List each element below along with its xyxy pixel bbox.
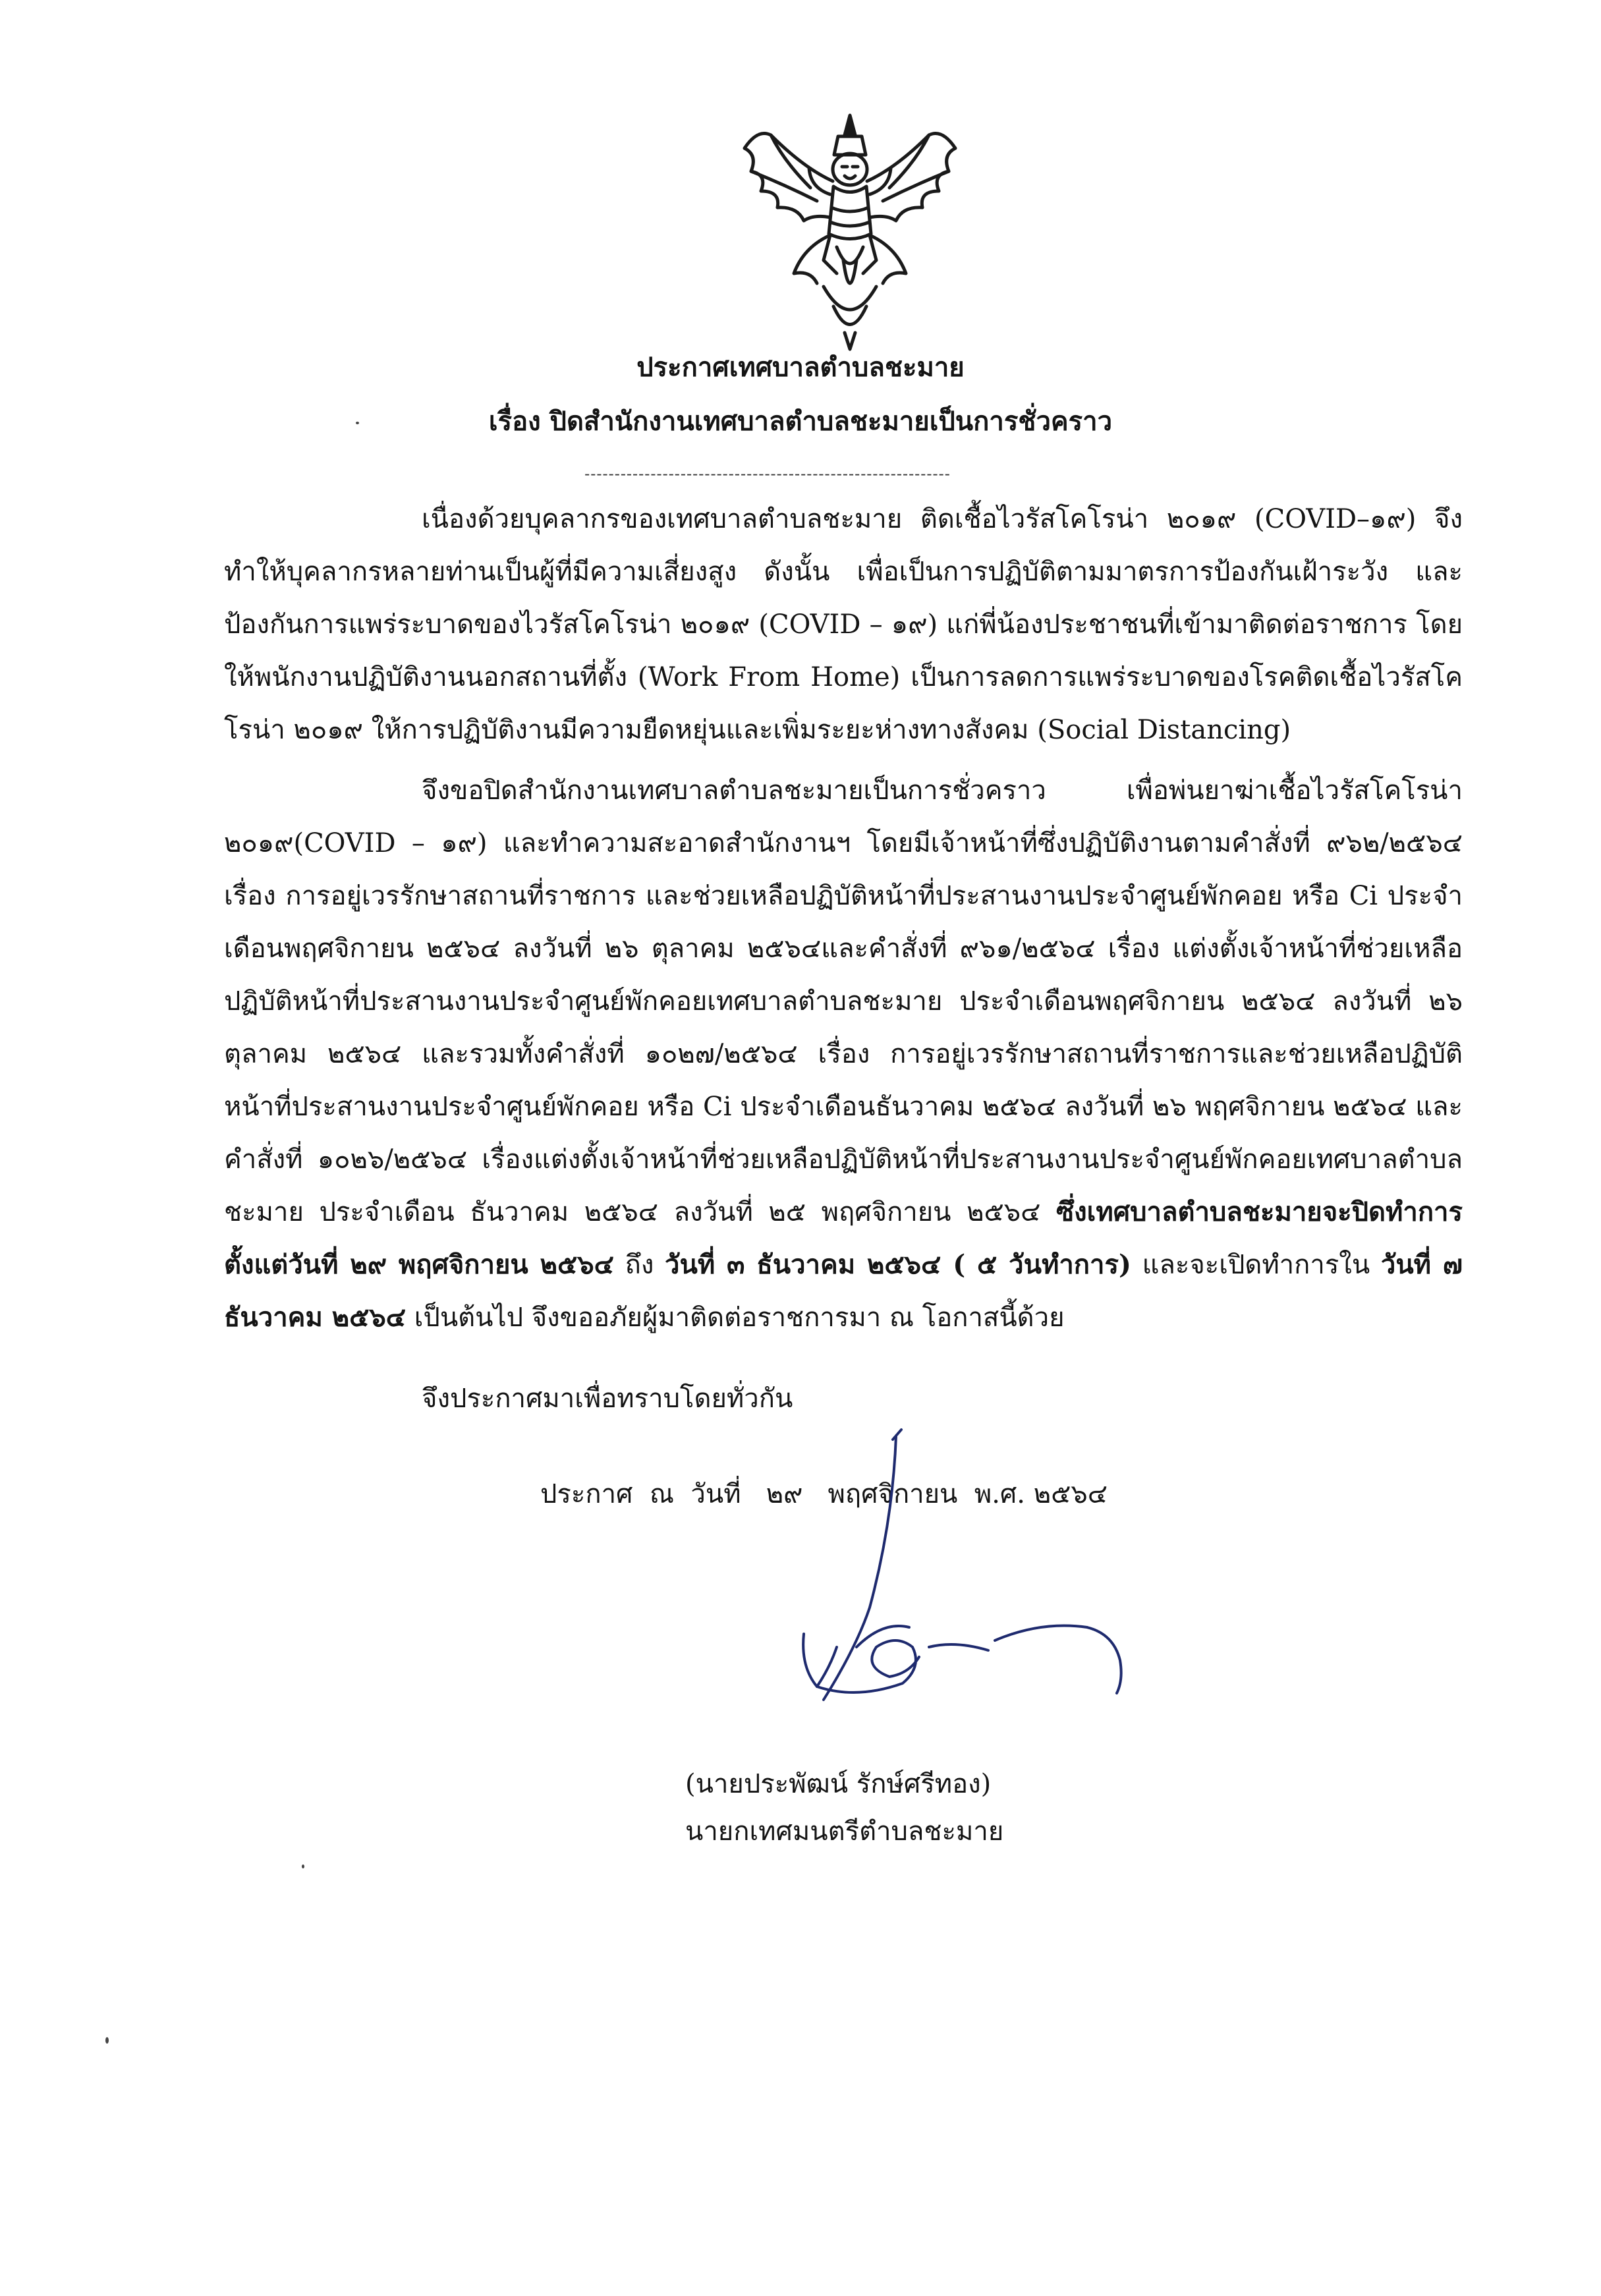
closure-end-date: วันที่ ๓ ธันวาคม ๒๕๖๔ ( ๕ วันทำการ)	[665, 1249, 1131, 1280]
paragraph-2-connector-2: และจะเปิดทำการใน	[1131, 1250, 1381, 1280]
scan-speck	[302, 1864, 304, 1868]
body-paragraph-2	[224, 764, 1463, 1344]
scan-speck	[105, 2037, 109, 2044]
title-divider: -------------------------------------------------------------	[584, 464, 951, 483]
paragraph-2-connector: ถึง	[613, 1250, 665, 1280]
closing-statement: จึงประกาศมาเพื่อทราบโดยทั่วกัน	[422, 1384, 793, 1414]
announcement-subject: เรื่อง ปิดสำนักงานเทศบาลตำบลชะมายเป็นการชั่วคราว	[488, 406, 1113, 437]
garuda-emblem-icon	[731, 109, 969, 352]
paragraph-2-ending: เป็นต้นไป จึงขออภัยผู้มาติดต่อราชการมา ณ โอกาสนี้ด้วย	[406, 1302, 1065, 1333]
paragraph-2-text: จึงขอปิดสำนักงานเทศบาลตำบลชะมายเป็นการชั่วคราว เพื่อพ่นยาฆ่าเชื้อไวรัสโคโรน่า ๒๐๑๙(COVID – ๑๙) และทำความสะอาดสำนักงานฯ โดยมีเจ้าหน้าที่ซึ่งปฏิบัติงานตามคำสั่งที่ ๙๖๒/๒๕๖๔ เรื่อง การอยู่เวรรักษาสถานที่ราชการ และช่วยเหลือปฏิบัติหน้าที่ประสานงานประจำศูนย์พักคอย หรือ Ci ประจำเดือนพฤศจิกายน ๒๕๖๔ ลงวันที่ ๒๖ ตุลาคม ๒๕๖๔และคำสั่งที่ ๙๖๑/๒๕๖๔ เรื่อง แต่งตั้งเจ้าหน้าที่ช่วยเหลือปฏิบัติหน้าที่ประสานงานประจำศูนย์พักคอยเทศบาลตำบลชะมาย ประจำเดือนพฤศจิกายน ๒๕๖๔ ลงวันที่ ๒๖ ตุลาคม ๒๕๖๔ และรวมทั้งคำสั่งที่ ๑๐๒๗/๒๕๖๔ เรื่อง การอยู่เวรรักษาสถานที่ราชการและช่วยเหลือปฏิบัติหน้าที่ประสานงานประจำศูนย์พักคอย หรือ Ci ประจำเดือนธันวาคม ๒๕๖๔ ลงวันที่ ๒๖ พฤศจิกายน ๒๕๖๔ และคำสั่งที่ ๑๐๒๖/๒๕๖๔ เรื่องแต่งตั้งเจ้าหน้าที่ช่วยเหลือปฏิบัติหน้าที่ประสานงานประจำศูนย์พักคอยเทศบาลตำบลชะมาย ประจำเดือน ธันวาคม ๒๕๖๔ ลงวันที่ ๒๕ พฤศจิกายน ๒๕๖๔	[224, 775, 1463, 1227]
closure-start-date: ซึ่งเทศบาลตำบลชะมายจะปิดทำการ ตั้งแต่วันที่ ๒๙ พฤศจิกายน ๒๕๖๔	[224, 1196, 1463, 1280]
handwritten-signature	[777, 1357, 1239, 1752]
scan-speck	[356, 422, 359, 424]
announcement-date: ประกาศ ณ วันที่ ๒๙ พฤศจิกายน พ.ศ. ๒๕๖๔	[540, 1479, 1108, 1509]
signatory-position: นายกเทศมนตรีตำบลชะมาย	[685, 1816, 1004, 1847]
reopen-date: วันที่ ๗ ธันวาคม ๒๕๖๔	[224, 1249, 1463, 1333]
signatory-name: (นายประพัฒน์ รักษ์ศรีทอง)	[685, 1769, 992, 1799]
body-paragraph-1: เนื่องด้วยบุคลากรของเทศบาลตำบลชะมาย ติดเชื้อไวรัสโคโรน่า ๒๐๑๙ (COVID–๑๙) จึงทำให้บุคลากรหลายท่านเป็นผู้ที่มีความเสี่ยงสูง ดังนั้น เพื่อเป็นการปฏิบัติตามมาตรการป้องกันเฝ้าระวัง และป้องกันการแพร่ระบาดของไวรัสโคโรน่า ๒๐๑๙ (COVID – ๑๙) แก่พี่น้องประชาชนที่เข้ามาติดต่อราชการ โดยให้พนักงานปฏิบัติงานนอกสถานที่ตั้ง (Work From Home) เป็นการลดการแพร่ระบาดของโรคติดเชื้อไวรัสโคโรน่า ๒๐๑๙ ให้การปฏิบัติงานมีความยืดหยุ่นและเพิ่มระยะห่างทางสังคม (Social Distancing)	[224, 504, 1463, 745]
announcement-title: ประกาศเทศบาลตำบลชะมาย	[636, 352, 965, 383]
